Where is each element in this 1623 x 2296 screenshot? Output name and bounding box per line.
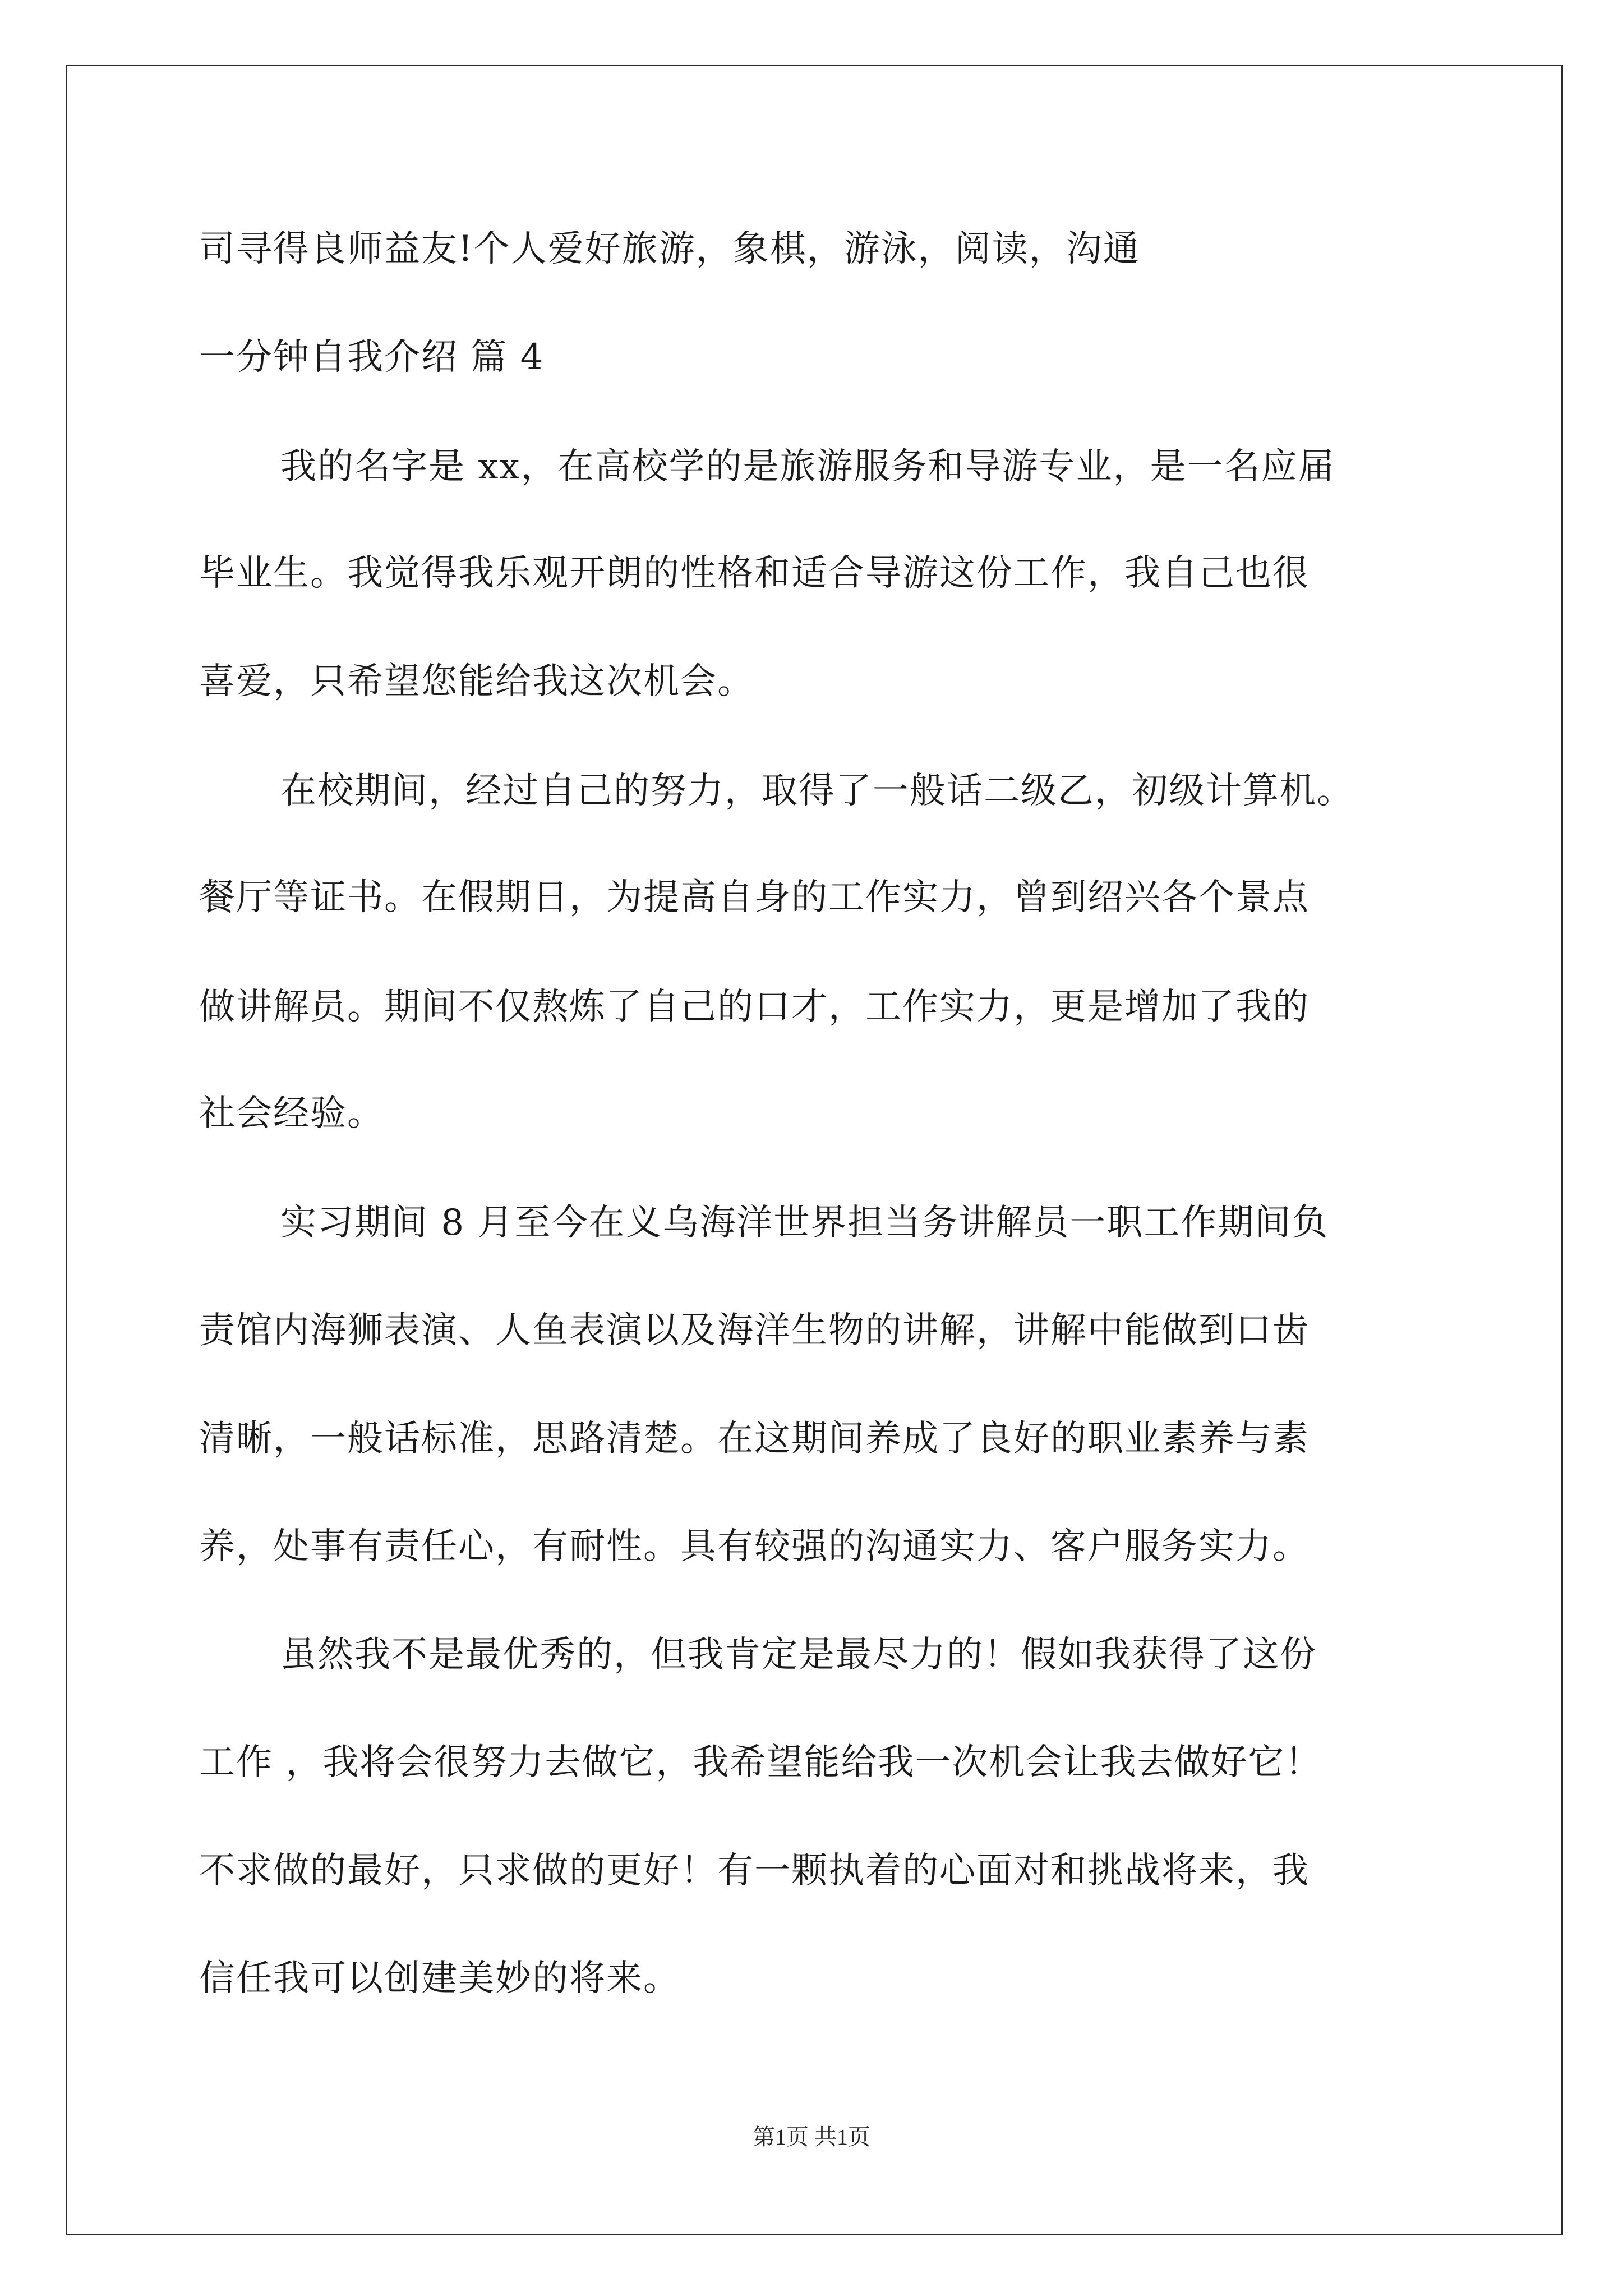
- text-line-13: 养，处事有责任心，有耐性。具有较强的沟通实力、客户服务实力。: [199, 1526, 1310, 1567]
- text-line-1: 司寻得良师益友!个人爱好旅游，象棋，游泳，阅读，沟通: [199, 228, 1140, 270]
- text-line-5: 喜爱，只希望您能给我这次机会。: [199, 661, 754, 702]
- text-line-9: 社会经验。: [199, 1093, 384, 1134]
- text-line-8: 做讲解员。期间不仅熬炼了自己的口才，工作实力，更是增加了我的: [199, 986, 1310, 1028]
- text-line-14: 虽然我不是最优秀的，但我肯定是最尽力的！假如我获得了这份: [280, 1634, 1317, 1676]
- text-line-4: 毕业生。我觉得我乐观开朗的性格和适合导游这份工作，我自己也很: [199, 553, 1310, 594]
- text-line-6: 在校期间，经过自己的努力，取得了一般话二级乙，初级计算机。: [280, 770, 1354, 812]
- text-line-10: 实习期间 8 月至今在义乌海洋世界担当务讲解员一职工作期间负: [280, 1202, 1329, 1244]
- page-footer: 第1页 共1页: [753, 2124, 870, 2150]
- text-line-7: 餐厅等证书。在假期日，为提高自身的工作实力，曾到绍兴各个景点: [199, 877, 1310, 918]
- text-line-11: 责馆内海狮表演、人鱼表演以及海洋生物的讲解，讲解中能做到口齿: [199, 1310, 1310, 1351]
- text-line-12: 清晰，一般话标准，思路清楚。在这期间养成了良好的职业素养与素: [199, 1418, 1310, 1460]
- text-line-3: 我的名字是 xx，在高校学的是旅游服务和导游专业，是一名应届: [280, 446, 1335, 487]
- page-border: [66, 65, 1563, 2235]
- section-heading: 一分钟自我介绍 篇 4: [199, 337, 545, 378]
- text-line-16: 不求做的最好，只求做的更好！有一颗执着的心面对和挑战将来，我: [199, 1850, 1310, 1892]
- text-line-15: 工作 ，我将会很努力去做它，我希望能给我一次机会让我去做好它！: [199, 1742, 1322, 1783]
- text-line-17: 信任我可以创建美妙的将来。: [199, 1958, 680, 1999]
